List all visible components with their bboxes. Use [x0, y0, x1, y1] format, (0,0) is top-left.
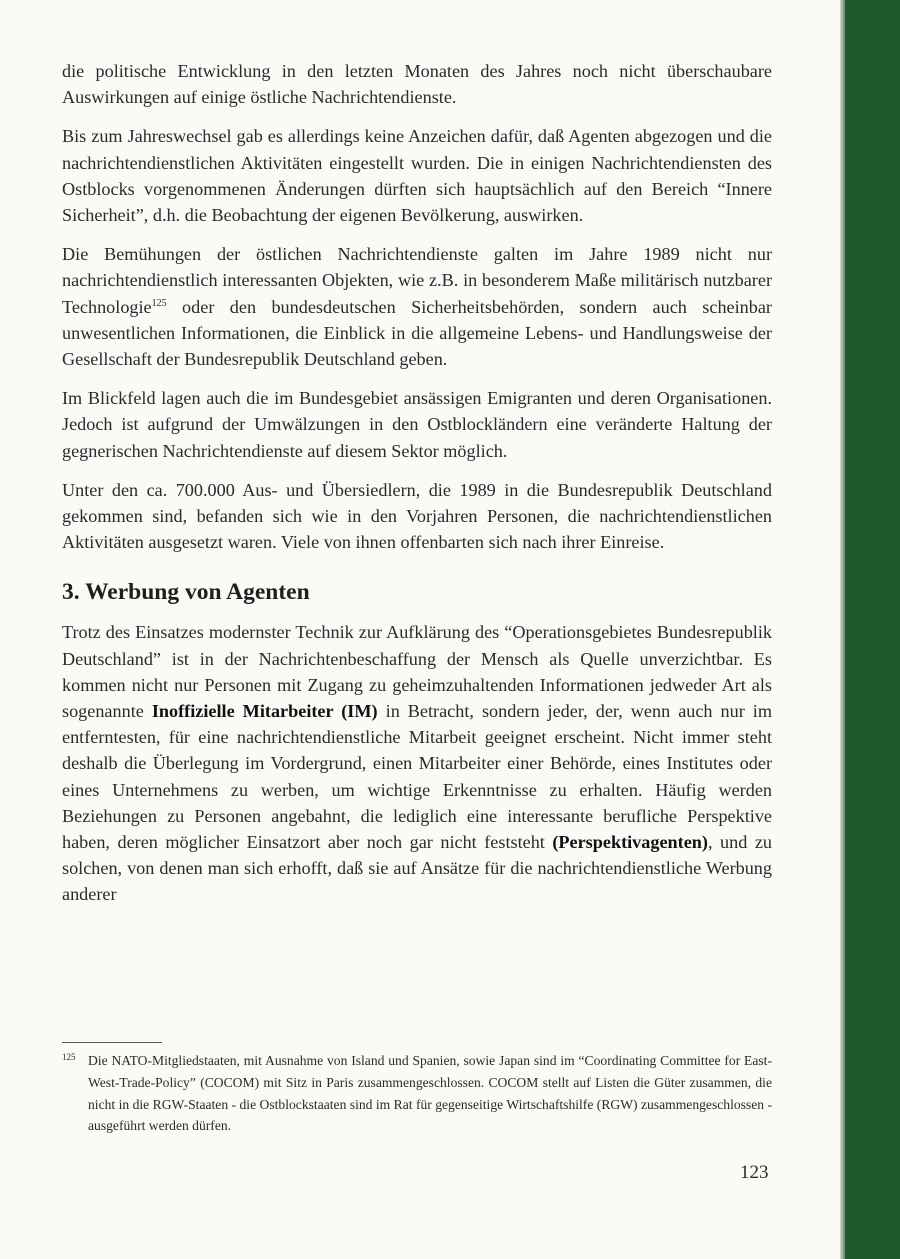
paragraph-6: [62, 619, 772, 907]
footnote-number: 125: [62, 1052, 76, 1062]
section-heading: 3. Werbung von Agenten: [62, 579, 310, 606]
paragraph-6-text-b: in Betracht, sondern jeder, der, wenn auch nur im entferntesten, für eine nachrichtendienstliche Mitarbeit geeignet erscheint. Nicht immer steht deshalb die Überlegung im Vordergrund, einen Mitarbeiter einer Behörde, eines Institutes oder eines Unternehmens zu werben, um wichtige Erkenntnisse zu erhalten. Häufig werden Beziehungen zu Personen angebahnt, die lediglich eine interessante berufliche Perspektive haben, deren möglicher Einsatzort aber noch gar nicht feststeht: [62, 701, 773, 853]
edge-color-bar: [845, 0, 900, 1259]
term-inoffizielle-mitarbeiter: Inoffizielle Mitarbeiter (IM): [151, 701, 378, 722]
paragraph-1: die politische Entwicklung in den letzten Monaten des Jahres noch nicht überschaubare Auswirkungen auf einige östliche Nachrichtendienste.: [62, 61, 772, 108]
paragraph-6-text-c: , und zu solchen, von denen man sich erhofft, daß sie auf Ansätze für die nachrichtendienstliche Werbung anderer: [62, 832, 772, 905]
footnote-divider: [62, 1042, 162, 1043]
main-text: [62, 58, 772, 921]
paragraph-5: Unter den ca. 700.000 Aus- und Übersiedlern, die 1989 in die Bundesrepublik Deutschland gekommen sind, befanden sich wie in den Vorjahren Personen, die nachrichtendienstlichen Aktivitäten ausgesetzt waren. Viele von ihnen offenbarten sich nach ihrer Einreise.: [62, 479, 772, 553]
paragraph-6-text-a: Trotz des Einsatzes modernster Technik zur Aufklärung des “Operationsgebietes Bundesrepublik Deutschland” ist in der Nachrichtenbeschaffung der Mensch als Quelle unverzichtbar. Es kommen nicht nur Personen mit Zugang zu geheimzuhaltenden Informationen jedweder Art als sogenannte: [62, 622, 772, 722]
paragraph-3: [62, 241, 772, 372]
footnote: [62, 1050, 772, 1137]
term-perspektivagenten: (Perspektivagenten): [552, 832, 708, 853]
paragraph-2: Bis zum Jahreswechsel gab es allerdings keine Anzeichen dafür, daß Agenten abgezogen und die nachrichtendienstlichen Aktivitäten eingestellt wurden. Die in einigen Nachrichtendiensten des Ostblocks vorgenommenen Änderungen dürften sich hauptsächlich auf den Bereich “Innere Sicherheit”, d.h. die Beobachtung der eigenen Bevölkerung, auswirken.: [62, 126, 772, 226]
page-number: 123: [740, 1162, 769, 1183]
paragraph-3-text-a: Die Bemühungen der östlichen Nachrichtendienste galten im Jahre 1989 nicht nur nachrichtendienstlich interessanten Objekten, wie z.B. in besonderem Maße militärisch nutzbarer Technologie: [62, 244, 772, 317]
footnote-reference[interactable]: 125: [151, 297, 167, 309]
paragraph-3-text-b: oder den bundesdeutschen Sicherheitsbehörden, sondern auch scheinbar unwesentlichen Informationen, die Einblick in die allgemeine Lebens- und Handlungsweise der Gesellschaft der Bundesrepublik Deutschland geben.: [62, 296, 772, 370]
paragraph-4: Im Blickfeld lagen auch die im Bundesgebiet ansässigen Emigranten und deren Organisationen. Jedoch ist aufgrund der Umwälzungen in den Ostblockländern eine veränderte Haltung der gegnerischen Nachrichtendienste auf diesem Sektor möglich.: [62, 388, 772, 461]
footnote-text: Die NATO-Mitgliedstaaten, mit Ausnahme von Island und Spanien, sowie Japan sind im “Coordinating Committee for East-West-Trade-Policy” (COCOM) mit Sitz in Paris zusammengeschlossen. COCOM stellt auf Listen die Güter zusammen, die nicht in die RGW-Staaten - die Ostblockstaaten sind im Rat für gegenseitige Wirtschaftshilfe (RGW) zusammengeschlossen - ausgeführt werden dürfen.: [88, 1053, 772, 1134]
